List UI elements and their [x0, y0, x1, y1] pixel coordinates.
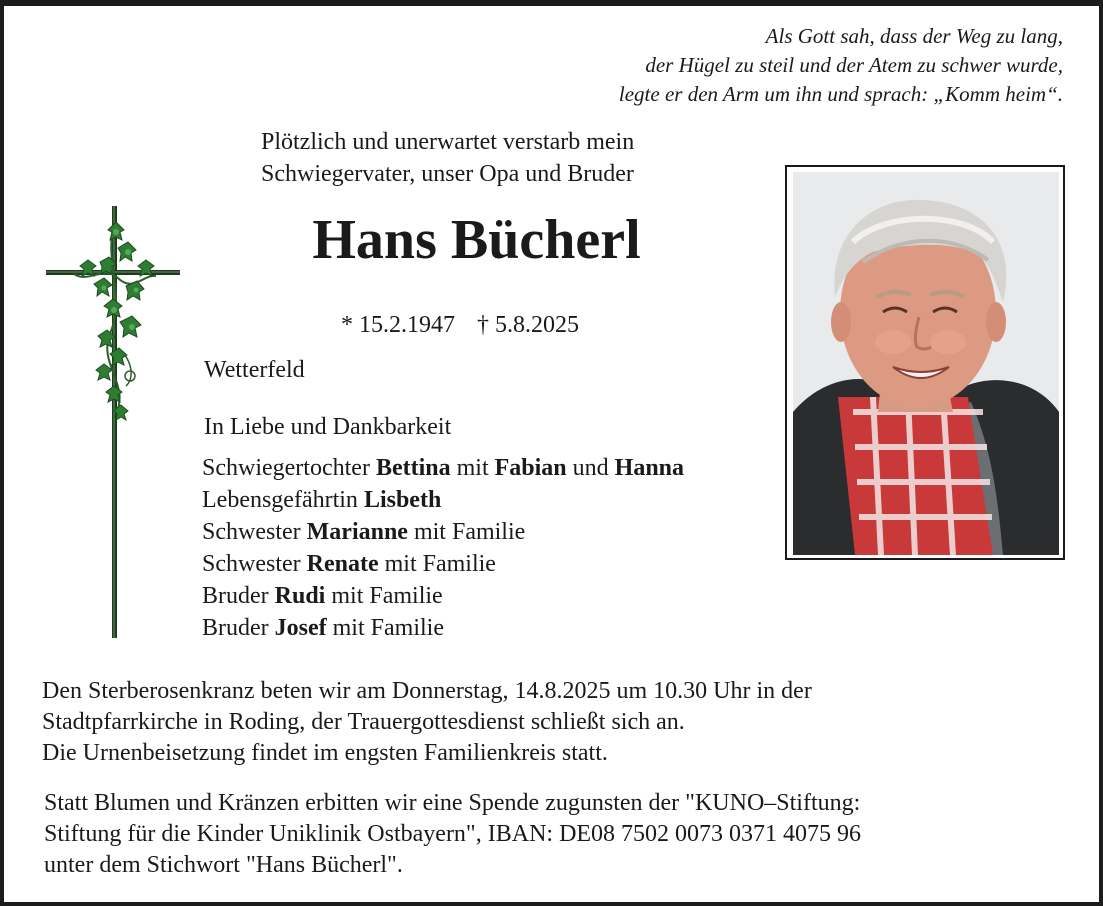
- mourner-row: Bruder Rudi mit Familie: [202, 583, 443, 609]
- verse-line-2: der Hügel zu steil und der Atem zu schwer wurde,: [645, 53, 1063, 77]
- service-line-1: Den Sterberosenkranz beten wir am Donnerstag, 14.8.2025 um 10.30 Uhr in der: [42, 678, 812, 704]
- ivy-cross-icon: [44, 204, 184, 640]
- service-info: [42, 676, 812, 769]
- donation-line-1: Statt Blumen und Kränzen erbitten wir eine Spende zugunsten der "KUNO–Stiftung:: [44, 790, 861, 816]
- donation-info: [44, 788, 861, 881]
- residence-place: Wetterfeld: [204, 357, 305, 383]
- mourner-row: Schwester Marianne mit Familie: [202, 519, 526, 545]
- mourner-row: Schwester Renate mit Familie: [202, 551, 496, 577]
- intro-line-2: Schwiegervater, unser Opa und Bruder: [261, 161, 634, 187]
- mourner-row: Bruder Josef mit Familie: [202, 615, 444, 641]
- dedication-line: In Liebe und Dankbarkeit: [204, 414, 452, 440]
- poem-verse: [619, 22, 1063, 109]
- donation-line-2: Stiftung für die Kinder Uniklinik Ostbayern", IBAN: DE08 7502 0073 0371 4075 96: [44, 821, 862, 847]
- intro-text: [261, 126, 634, 190]
- life-dates: [341, 310, 579, 340]
- verse-line-1: Als Gott sah, dass der Weg zu lang,: [765, 24, 1063, 48]
- donation-line-3: unter dem Stichwort "Hans Bücherl".: [44, 852, 403, 878]
- intro-line-1: Plötzlich und unerwartet verstarb mein: [261, 129, 635, 155]
- service-line-3: Die Urnenbeisetzung findet im engsten Familienkreis statt.: [42, 740, 608, 766]
- portrait-photo: [793, 172, 1059, 555]
- mourners-list: [202, 452, 684, 644]
- deceased-name: Hans Bücherl: [312, 209, 641, 271]
- death-date: † 5.8.2025: [477, 312, 579, 338]
- service-line-2: Stadtpfarrkirche in Roding, der Trauergottesdienst schließt sich an.: [42, 709, 685, 735]
- verse-line-3: legte er den Arm um ihn und sprach: „Komm heim“.: [618, 82, 1063, 106]
- mourner-row: Schwiegertochter Bettina mit Fabian und Hanna: [202, 455, 685, 481]
- birth-date: * 15.2.1947: [341, 312, 455, 338]
- portrait-frame: [785, 165, 1065, 560]
- mourner-row: Lebensgefährtin Lisbeth: [202, 487, 442, 513]
